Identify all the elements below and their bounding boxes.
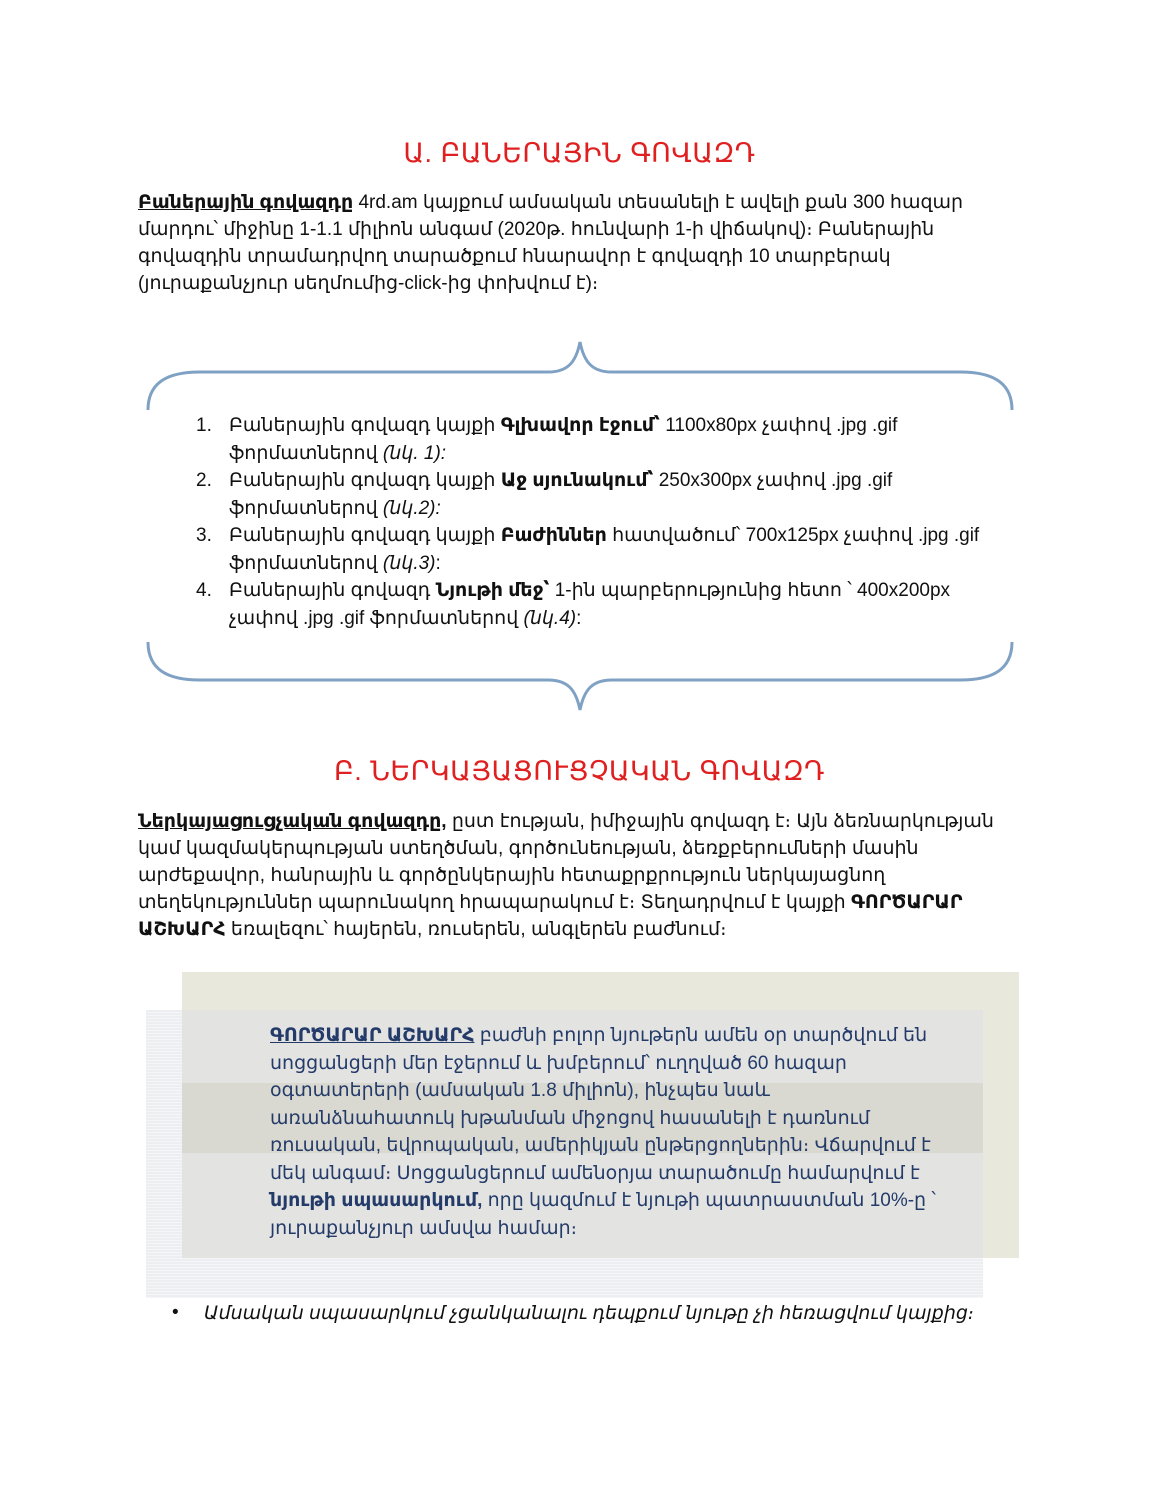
section-a-lead: Բաներային գովազդը xyxy=(138,192,354,213)
list-item: 3. Բաներային գովազդ կայքի Բաժիններ հատվածում՝ 700x125px չափով .jpg .gif ֆորմատներով (նկ.3): xyxy=(196,525,980,574)
bullet-note: • Ամսական սպասարկում չցանկանալու դեպքում նյութը չի հեռացվում կայքից։ xyxy=(172,1302,975,1324)
list-item: 1. Բաներային գովազդ կայքի Գլխավոր էջում՝ 1100x80px չափով .jpg .gif ֆորմատներով (նկ. 1): xyxy=(196,415,898,464)
bullet-dot-icon: • xyxy=(172,1302,179,1323)
section-a-intro xyxy=(138,189,1038,297)
list-item: 4. Բաներային գովազդ Նյութի մեջ՝ 1-ին պարբերությունից հետո ՝ 400x200px չափով .jpg .gif ֆորմատներով (նկ.4): xyxy=(196,580,951,629)
top-brace-decoration xyxy=(140,340,1020,420)
section-b-title: Բ. ՆԵՐԿԱՅԱՑՈՒՑՉԱԿԱՆ ԳՈՎԱԶԴ xyxy=(333,756,826,786)
callout-text: ԳՈՐԾԱՐԱՐ ԱՇԽԱՐՀ բաժնի բոլոր նյութերն ամեն օր տարծվում են սոցցանցերի մեր էջերում և խմբերում՝ ուղղված 60 հազար օգտատերերի (ամսական 1.8 միլիոն), ինչպես նաև առանձնահատուկ խթանման միջոցով հասանելի է դառնում ռուսական, եվրոպական, ամերիկյան ընթերցողներին։ Վճարվում է մեկ անգամ։ Սոցցանցերում ամենօրյա տարածումը համարվում է նյութի սպասարկում, որը կազմում է նյութի պատրաստման 10%-ը ՝ յուրաքանչյուր ամսվա համար։ xyxy=(270,1025,936,1239)
section-a-title: Ա. ԲԱՆԵՐԱՅԻՆ ԳՈՎԱԶԴ xyxy=(403,138,756,168)
business-world-label: ԳՈՐԾԱՐԱՐ ԱՇԽԱՐՀ xyxy=(138,892,963,940)
section-b-lead: Ներկայացուցչական գովազդը, xyxy=(138,811,447,832)
callout-lead: ԳՈՐԾԱՐԱՐ ԱՇԽԱՐՀ xyxy=(270,1025,475,1046)
section-b-intro: Ներկայացուցչական գովազդը, ըստ էության, իմիջային գովազդ է։ Այն ձեռնարկության կամ կազմակերպության ստեղծման, գործունեության, ձեռքբերումների մասին արժեքավոր, հանրային և գործընկերային հետաքրքրություն ներկայացնող տեղեկություններ պարունակող հրապարակում է։ Տեղադրվում է կայքի ԳՈՐԾԱՐԱՐ ԱՇԽԱՐՀ եռալեզու՝ հայերեն, ռուսերեն, անգլերեն բաժնում։ xyxy=(138,811,994,940)
list-item: 2. Բաներային գովազդ կայքի Աջ սյունակում՝ 250x300px չափով .jpg .gif ֆորմատներով (նկ.2): xyxy=(196,470,893,519)
section-a-body: 4rd.am կայքում ամսական տեսանելի է ավելի քան 300 հազար մարդու՝ միջինը 1-1.1 միլիոն անգամ (2020թ. հունվարի 1-ի վիճակով)։ Բաներային գովազդին տրամադրվող տարածքում հնարավոր է գովազդի 10 տարբերակ (յուրաքանչյուր սեղմումից-click-ից փոխվում է)։ xyxy=(138,192,964,294)
bottom-brace-decoration xyxy=(140,632,1020,712)
banner-options-list xyxy=(196,412,986,632)
